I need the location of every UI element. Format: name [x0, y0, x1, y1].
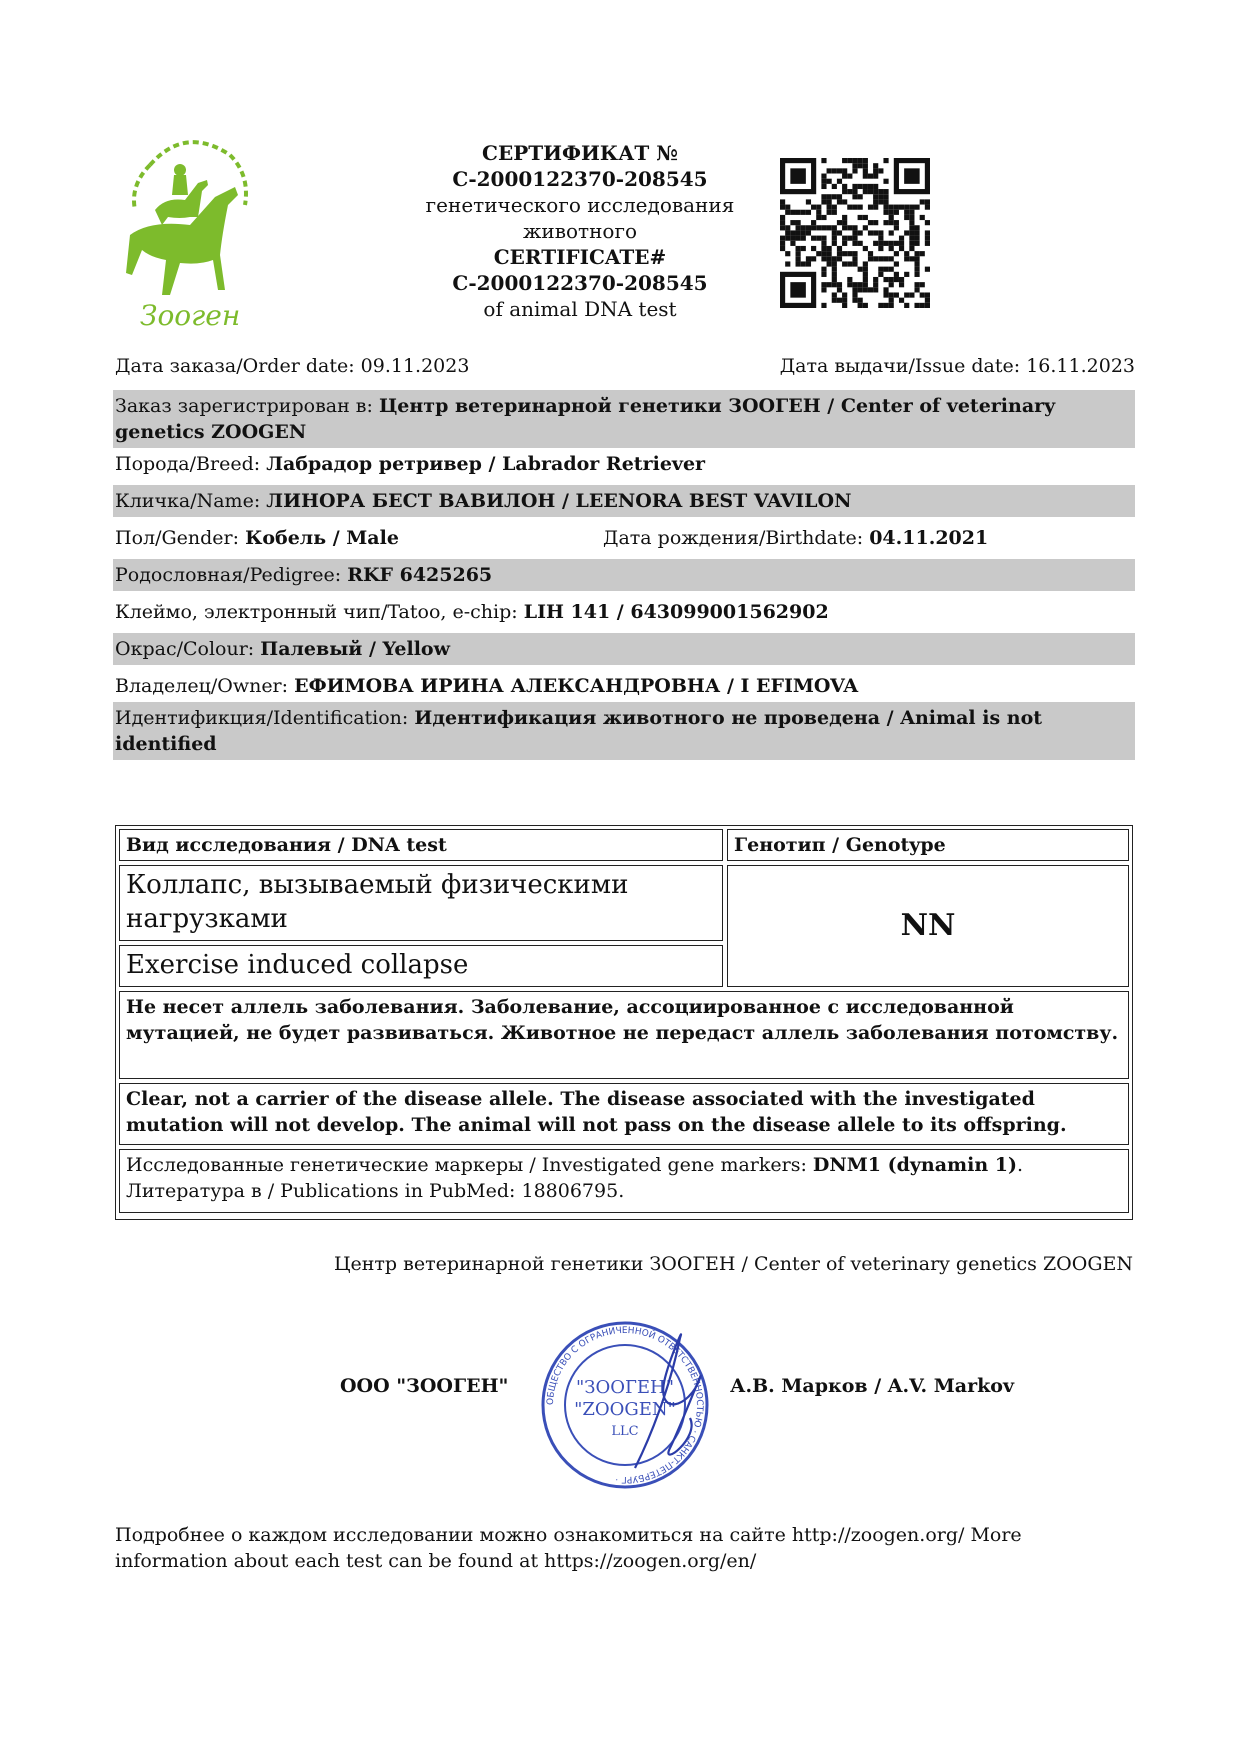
pedigree-row [113, 559, 1135, 591]
breed-label: Порода/Breed: [115, 453, 267, 475]
signer-name: А.В. Марков / A.V. Markov [730, 1375, 1015, 1397]
owner-value: ЕФИМОВА ИРИНА АЛЕКСАНДРОВНА / I EFIMOVA [294, 675, 859, 697]
stamp-ring-text: ОБЩЕСТВО С ОГРАНИЧЕННОЙ ОТВЕТСТВЕННОСТЬЮ · САНКТ-ПЕТЕРБУРГ · [545, 1325, 705, 1485]
gender-value: Кобель / Male [245, 527, 399, 549]
certificate-number-en: C-2000122370-208545 [452, 271, 708, 295]
dna-test-table [115, 825, 1133, 1220]
chip-row [113, 596, 1135, 628]
markers-label: Исследованные генетические маркеры / Investigated gene markers: [126, 1154, 813, 1176]
gender-label: Пол/Gender: [115, 527, 246, 549]
stamp-text-en: "ZOOGEN" [574, 1399, 676, 1420]
markers-end: . [1017, 1154, 1024, 1176]
table-head-genotype: Генотип / Genotype [727, 829, 1129, 861]
chip-value: LIH 141 / 643099001562902 [523, 601, 829, 623]
name-value: ЛИНОРА БЕСТ ВАВИЛОН / LEENORA BEST VAVILON [266, 490, 852, 512]
genotype-value: NN [727, 865, 1129, 987]
breed-value: Лабрадор ретривер / Labrador Retriever [266, 453, 706, 475]
logo-text: Зooген [140, 299, 241, 332]
stamp-text-llc: LLC [611, 1424, 639, 1439]
subtitle-ru-2: животного [523, 219, 637, 243]
result-en: Clear, not a carrier of the disease allele. The disease associated with the investigated mutation will not develop. The animal will not pass on the disease allele to its offspring. [119, 1083, 1129, 1145]
animal-info [113, 390, 1135, 760]
issuer-line: Центр ветеринарной генетики ЗООГЕН / Center of veterinary genetics ZOOGEN [333, 1253, 1133, 1275]
identification-label: Идентификция/Identification: [115, 707, 415, 729]
name-label: Кличка/Name: [115, 490, 267, 512]
owner-row [113, 670, 1135, 702]
colour-value: Палевый / Yellow [260, 638, 450, 660]
result-ru: Не несет аллель заболевания. Заболевание, ассоциированное с исследованной мутацией, не будет развиваться. Животное не передаст аллель заболевания потомству. [119, 991, 1129, 1079]
markers-cell [119, 1149, 1129, 1213]
chip-label: Клеймо, электронный чип/Tatoo, e-chip: [115, 601, 524, 623]
subtitle-en: of animal DNA test [483, 297, 677, 321]
company-name: ООО "ЗООГЕН" [340, 1375, 509, 1397]
company-stamp [530, 1318, 720, 1493]
issue-date-value: 16.11.2023 [1026, 355, 1135, 377]
issue-date [780, 355, 1135, 377]
colour-row [113, 633, 1135, 665]
order-date-value: 09.11.2023 [360, 355, 470, 377]
table-head-test: Вид исследования / DNA test [119, 829, 723, 861]
registered-value: Центр ветеринарной генетики ЗООГЕН / Center of veterinary genetics ZOOGEN [115, 395, 1056, 443]
title-en: CERTIFICATE# [493, 245, 667, 269]
order-date-label: Дата заказа/Order date: [115, 355, 361, 377]
title-ru: СЕРТИФИКАТ № [482, 141, 678, 165]
order-date [115, 355, 469, 377]
registered-row [113, 390, 1135, 448]
birthdate [603, 525, 988, 551]
dates-row [115, 355, 1135, 381]
certificate-title-block [420, 140, 740, 322]
test-name-en: Exercise induced collapse [119, 945, 723, 987]
markers-value: DNM1 (dynamin 1) [812, 1154, 1018, 1176]
zoogen-logo [110, 125, 260, 340]
birthdate-label: Дата рождения/Birthdate: [603, 527, 870, 549]
certificate-number-ru: C-2000122370-208545 [452, 167, 708, 191]
qr-code-icon [780, 158, 930, 308]
issue-date-label: Дата выдачи/Issue date: [779, 355, 1027, 377]
owner-label: Владелец/Owner: [115, 675, 295, 697]
gender-row [113, 522, 1135, 554]
registered-label: Заказ зарегистрирован в: [115, 395, 379, 417]
stamp-text-ru: "ЗООГЕН" [575, 1377, 675, 1398]
colour-label: Окрас/Colour: [115, 638, 261, 660]
identification-value: Идентификация животного не проведена / Animal is not identified [115, 707, 1043, 755]
breed-row [113, 448, 1135, 480]
pedigree-label: Родословная/Pedigree: [115, 564, 348, 586]
name-row [113, 485, 1135, 517]
subtitle-ru-1: генетического исследования [425, 193, 735, 217]
test-name-ru: Коллапс, вызываемый физическими нагрузками [119, 865, 723, 941]
publications-text: Литература в / Publications in PubMed: 18806795. [126, 1180, 625, 1202]
pedigree-value: RKF 6425265 [347, 564, 493, 586]
birthdate-value: 04.11.2021 [869, 527, 989, 549]
footer-note: Подробнее о каждом исследовании можно ознакомиться на сайте http://zoogen.org/ More information about each test can be found at https://zoogen.org/en/ [115, 1524, 1022, 1572]
identification-row [113, 702, 1135, 760]
